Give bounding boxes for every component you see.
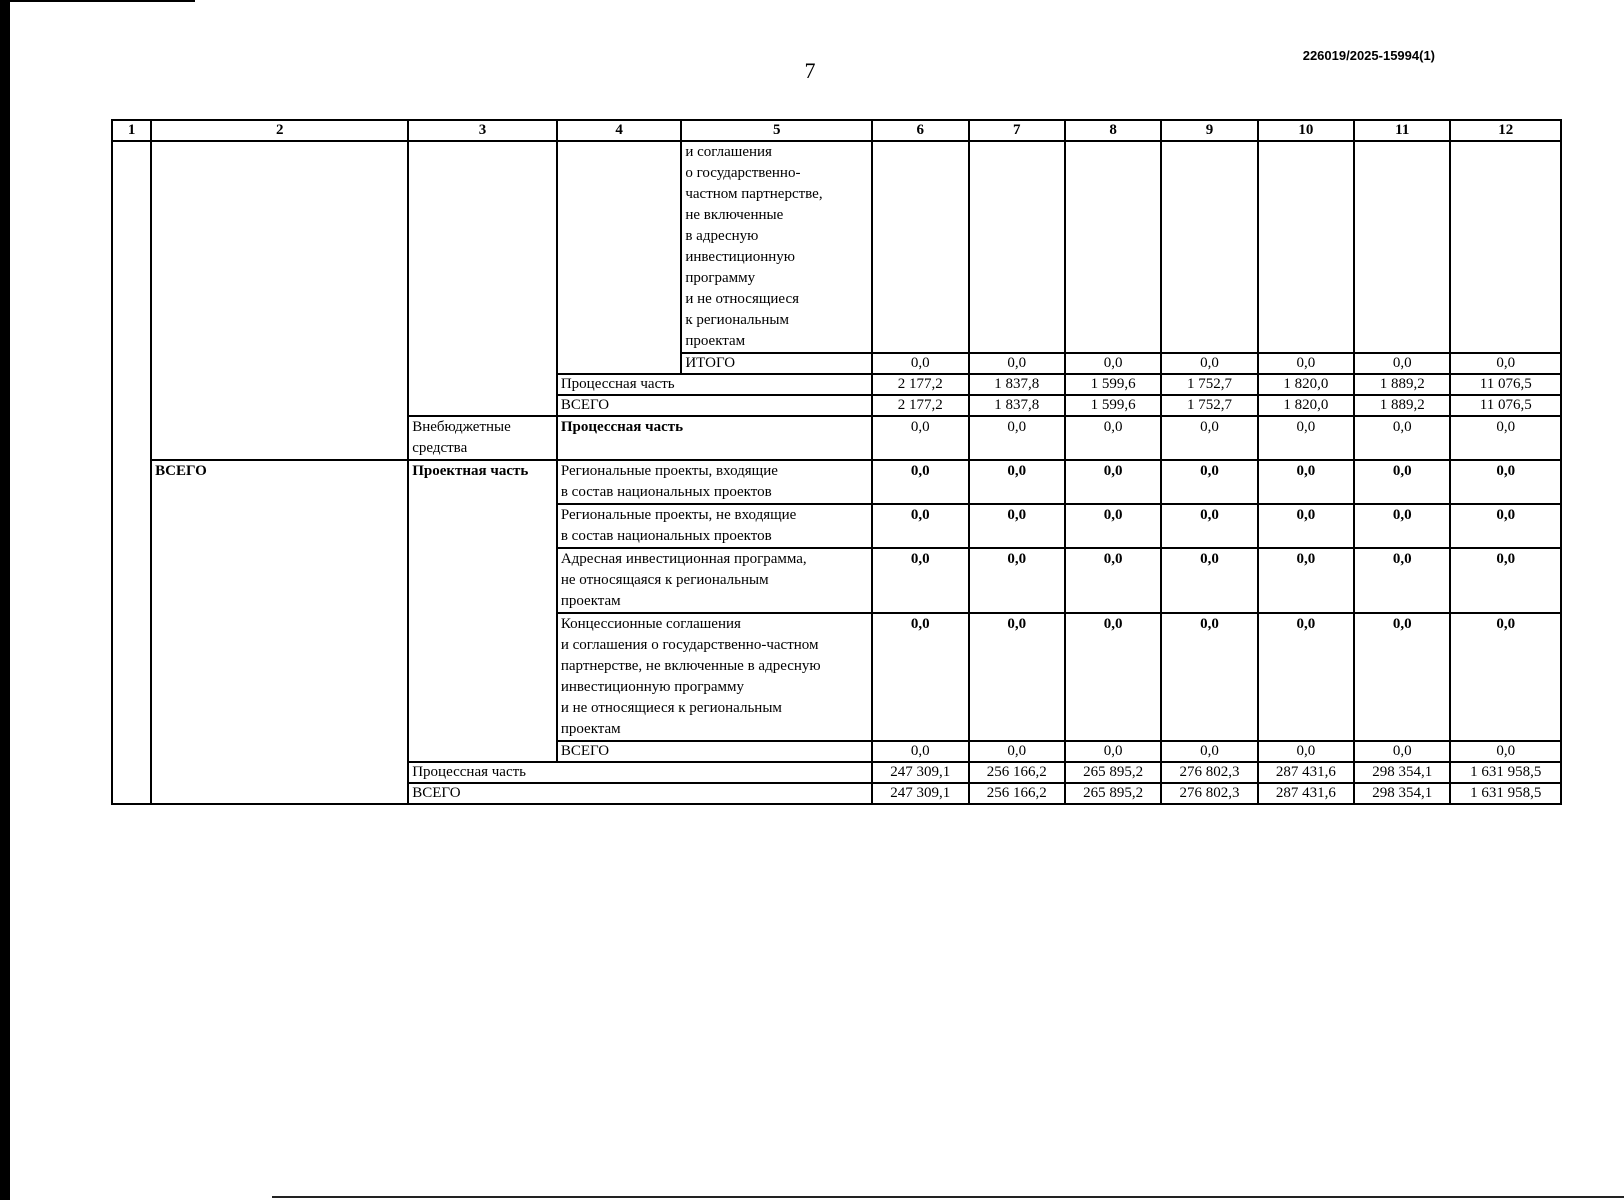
scan-left-edge	[0, 0, 10, 1200]
value-cell: 0,0	[1161, 416, 1257, 460]
value-cell: 1 631 958,5	[1450, 762, 1561, 783]
value-cell: 0,0	[969, 548, 1065, 613]
value-cell: 0,0	[1354, 741, 1450, 762]
value-cell: 276 802,3	[1161, 762, 1257, 783]
row-label: ВСЕГО	[557, 395, 872, 416]
value-cell: 0,0	[872, 741, 968, 762]
col-header: 12	[1450, 120, 1561, 141]
value-cell: 0,0	[872, 548, 968, 613]
row-label: ВСЕГО	[557, 741, 872, 762]
value-cell	[1354, 141, 1450, 353]
value-cell: 1 820,0	[1258, 374, 1354, 395]
value-cell: 287 431,6	[1258, 762, 1354, 783]
value-cell: 0,0	[969, 613, 1065, 741]
value-cell: 0,0	[1354, 548, 1450, 613]
value-cell: 1 752,7	[1161, 374, 1257, 395]
value-cell: 0,0	[1258, 353, 1354, 374]
value-cell: 0,0	[1450, 548, 1561, 613]
row-label: Региональные проекты, входящие в состав национальных проектов	[557, 460, 872, 504]
value-cell: 0,0	[1258, 548, 1354, 613]
value-cell: 298 354,1	[1354, 783, 1450, 804]
value-cell	[1065, 141, 1161, 353]
value-cell: 0,0	[969, 416, 1065, 460]
scan-top-mark	[0, 0, 195, 2]
value-cell: 0,0	[1258, 416, 1354, 460]
value-cell: 0,0	[1161, 613, 1257, 741]
col-header: 2	[151, 120, 408, 141]
value-cell: 0,0	[1354, 504, 1450, 548]
value-cell: 0,0	[1450, 613, 1561, 741]
value-cell: 0,0	[1065, 416, 1161, 460]
value-cell: 1 599,6	[1065, 374, 1161, 395]
col-header: 8	[1065, 120, 1161, 141]
value-cell: 0,0	[969, 353, 1065, 374]
value-cell: 0,0	[1354, 613, 1450, 741]
cell-col3	[408, 141, 557, 416]
value-cell: 0,0	[1065, 613, 1161, 741]
value-cell: 287 431,6	[1258, 783, 1354, 804]
value-cell: 0,0	[1065, 460, 1161, 504]
value-cell: 11 076,5	[1450, 374, 1561, 395]
funding-source-label: Внебюджетные средства	[408, 416, 557, 460]
value-cell: 11 076,5	[1450, 395, 1561, 416]
value-cell: 0,0	[1065, 741, 1161, 762]
col-header: 9	[1161, 120, 1257, 141]
value-cell: 0,0	[1450, 460, 1561, 504]
row-label: ИТОГО	[681, 353, 872, 374]
scan-bottom-line	[272, 1196, 1624, 1198]
value-cell: 0,0	[969, 460, 1065, 504]
col-header: 11	[1354, 120, 1450, 141]
value-cell: 0,0	[1354, 416, 1450, 460]
page-number: 7	[804, 58, 816, 83]
row-label: Процессная часть	[408, 762, 872, 783]
value-cell: 0,0	[872, 613, 968, 741]
value-cell	[1450, 141, 1561, 353]
value-cell: 265 895,2	[1065, 783, 1161, 804]
value-cell: 256 166,2	[969, 783, 1065, 804]
project-part-label: Проектная часть	[408, 460, 557, 762]
col-header: 1	[112, 120, 151, 141]
value-cell: 2 177,2	[872, 374, 968, 395]
value-cell: 0,0	[1065, 353, 1161, 374]
value-cell: 0,0	[1161, 504, 1257, 548]
row-label: Процессная часть	[557, 416, 872, 460]
budget-table	[111, 119, 1562, 805]
value-cell: 0,0	[1354, 460, 1450, 504]
value-cell: 0,0	[872, 353, 968, 374]
value-cell: 276 802,3	[1161, 783, 1257, 804]
value-cell: 0,0	[872, 460, 968, 504]
col-header: 3	[408, 120, 557, 141]
value-cell: 0,0	[872, 504, 968, 548]
value-cell: 247 309,1	[872, 762, 968, 783]
table-row	[112, 460, 1561, 504]
document-id: 226019/2025-15994(1)	[1302, 48, 1435, 63]
total-block-label: ВСЕГО	[151, 460, 408, 804]
concession-continued-label: и соглашения о государственно- частном партнерстве, не включенные в адресную инвестиционную программу и не относящиеся к региональным проектам	[681, 141, 872, 353]
value-cell: 247 309,1	[872, 783, 968, 804]
value-cell: 0,0	[1161, 548, 1257, 613]
value-cell: 0,0	[1161, 741, 1257, 762]
value-cell: 0,0	[1161, 460, 1257, 504]
value-cell	[872, 141, 968, 353]
row-label: Региональные проекты, не входящие в состав национальных проектов	[557, 504, 872, 548]
value-cell: 298 354,1	[1354, 762, 1450, 783]
value-cell: 0,0	[969, 504, 1065, 548]
row-label: ВСЕГО	[408, 783, 872, 804]
value-cell: 0,0	[1354, 353, 1450, 374]
value-cell: 0,0	[1258, 741, 1354, 762]
value-cell	[1161, 141, 1257, 353]
value-cell: 1 752,7	[1161, 395, 1257, 416]
value-cell: 265 895,2	[1065, 762, 1161, 783]
col-header: 10	[1258, 120, 1354, 141]
value-cell: 1 837,8	[969, 395, 1065, 416]
row-label: Процессная часть	[557, 374, 872, 395]
value-cell: 256 166,2	[969, 762, 1065, 783]
col-header: 5	[681, 120, 872, 141]
value-cell: 2 177,2	[872, 395, 968, 416]
value-cell: 0,0	[1065, 504, 1161, 548]
value-cell: 0,0	[1258, 613, 1354, 741]
row-label: Адресная инвестиционная программа, не относящаяся к региональным проектам	[557, 548, 872, 613]
table-row	[112, 141, 1561, 353]
value-cell	[969, 141, 1065, 353]
value-cell: 1 889,2	[1354, 374, 1450, 395]
column-number-header-row	[112, 120, 1561, 141]
cell-col2	[151, 141, 408, 460]
value-cell: 1 599,6	[1065, 395, 1161, 416]
value-cell: 1 631 958,5	[1450, 783, 1561, 804]
cell-col4	[557, 141, 682, 374]
value-cell: 0,0	[1065, 548, 1161, 613]
value-cell: 0,0	[969, 741, 1065, 762]
col-header: 7	[969, 120, 1065, 141]
value-cell: 0,0	[1450, 416, 1561, 460]
col-header: 6	[872, 120, 968, 141]
value-cell: 0,0	[1450, 504, 1561, 548]
value-cell: 1 889,2	[1354, 395, 1450, 416]
value-cell	[1258, 141, 1354, 353]
value-cell: 0,0	[1450, 353, 1561, 374]
value-cell: 0,0	[872, 416, 968, 460]
value-cell: 1 820,0	[1258, 395, 1354, 416]
col-header: 4	[557, 120, 682, 141]
value-cell: 0,0	[1450, 741, 1561, 762]
value-cell: 0,0	[1161, 353, 1257, 374]
row-label: Концессионные соглашения и соглашения о государственно-частном партнерстве, не включенные в адресную инвестиционную программу и не относящиеся к региональным проектам	[557, 613, 872, 741]
cell-col1	[112, 141, 151, 804]
value-cell: 0,0	[1258, 504, 1354, 548]
value-cell: 0,0	[1258, 460, 1354, 504]
value-cell: 1 837,8	[969, 374, 1065, 395]
